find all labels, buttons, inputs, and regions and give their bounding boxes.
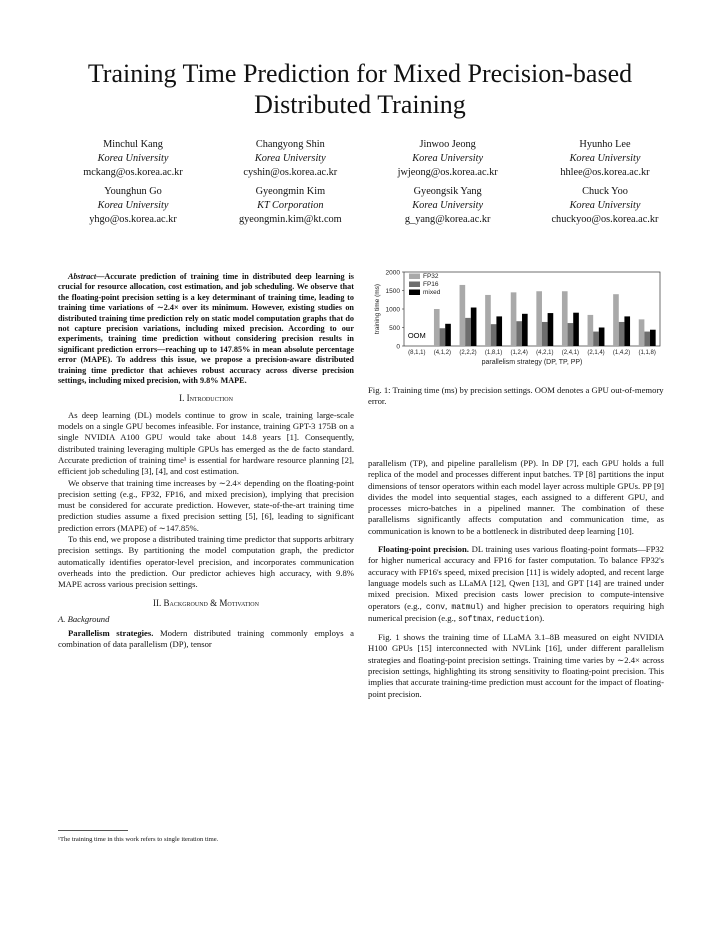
- author-affiliation: Korea University: [412, 153, 484, 164]
- author-affiliation: Korea University: [254, 153, 326, 164]
- x-tick-label: (1,1,8): [638, 350, 656, 356]
- bar-fp32: [613, 294, 619, 346]
- x-tick-label: (1,8,1): [484, 350, 503, 356]
- author-affiliation: Korea University: [569, 153, 641, 164]
- paragraph-text: Modern distributed training commonly employs a combination of data parallelism (DP), tensor: [58, 628, 354, 650]
- bar-fp16: [619, 322, 625, 346]
- bar-fp32: [485, 295, 491, 346]
- y-tick-label: 2000: [385, 269, 400, 277]
- paragraph: [58, 628, 354, 651]
- author-name: Chuck Yoo: [582, 186, 628, 197]
- figure-caption: Fig. 1: Training time (ms) by precision settings. OOM denotes a GPU out-of-memory error.: [368, 385, 664, 407]
- bar-fp32: [511, 292, 517, 346]
- bar-mixed: [548, 313, 554, 346]
- bar-fp32: [536, 291, 542, 346]
- section-heading: I. Introduction: [179, 393, 233, 404]
- paragraph-text: ).: [539, 612, 545, 623]
- author-email: gyeongmin.kim@kt.com: [238, 214, 342, 225]
- author: [373, 138, 523, 180]
- legend-swatch: [409, 290, 420, 296]
- abstract-text: —Accurate prediction of training time in distributed deep learning is crucial for resource allocation, cost estimation, and job scheduling. We observe that the floating-point precision setting is a key determinant of training time, leading to training time variations of ∼2.4× over its minimum. However, existing studies on distributed training time prediction rely on static model computation graphs that do not capture precision variations, including mixed precision. According to our experiments, training time prediction without considering precision results in significant prediction errors—reaching up to 147.85% in mean absolute percentage error (MAPE). To address this issue, we propose a precision-aware distributed training time predictor that achieves robust accuracy across diverse precision settings, including mixed precision, with 9.8% MAPE.: [58, 272, 354, 386]
- bar-fp32: [639, 319, 645, 346]
- author-block: [58, 138, 680, 232]
- bar-mixed: [496, 316, 502, 346]
- author-affiliation: Korea University: [412, 200, 484, 211]
- left-column: [58, 272, 354, 651]
- author-name: Minchul Kang: [103, 139, 163, 150]
- author-affiliation: Korea University: [97, 200, 169, 211]
- footnote-rule: [58, 830, 128, 831]
- bar-fp32: [562, 291, 568, 346]
- paragraph: To this end, we propose a distributed training time predictor that supports arbitrary precision settings. By partitioning the model computation graph, the predictor automatically identifies operator-level precision, and incorporates communication overheads into the prediction. Our predictor achieves high accuracy, with 9.8% MAPE across various precision settings.: [58, 534, 354, 590]
- paragraph: We observe that training time increases by ∼2.4× depending on the floating-point precision setting (e.g., FP32, FP16, and mixed precision), implying that precision must be considered for accurate prediction. However, state-of-the-art training time prediction studies assume a fixed precision setting [5], [6], leading to significant prediction errors (MAPE) of ∼147.85%.: [58, 477, 354, 533]
- bar-mixed: [624, 316, 630, 346]
- legend-swatch: [409, 282, 420, 288]
- author-affiliation: KT Corporation: [257, 200, 324, 211]
- bar-mixed: [599, 328, 605, 347]
- bar-fp16: [644, 332, 650, 346]
- author-email: mckang@os.korea.ac.kr: [83, 167, 183, 178]
- bar-fp16: [516, 321, 522, 346]
- bar-fp32: [588, 315, 594, 346]
- author-email: hhlee@os.korea.ac.kr: [560, 167, 650, 178]
- bar-fp16: [491, 324, 497, 346]
- legend-label: FP16: [423, 281, 439, 288]
- x-tick-label: (2,2,2): [459, 350, 477, 356]
- right-column: [368, 458, 664, 700]
- author-affiliation: Korea University: [97, 153, 169, 164]
- bar-fp32: [460, 285, 466, 346]
- code-term: matmul: [451, 602, 481, 612]
- bar-mixed: [650, 330, 656, 346]
- paragraph-text: ,: [445, 600, 452, 611]
- bar-fp32: [434, 309, 440, 346]
- paper-title: Training Time Prediction for Mixed Precision-based Distributed Training: [87, 59, 633, 119]
- legend-label: FP32: [423, 273, 439, 280]
- x-tick-label: (4,2,1): [536, 350, 554, 356]
- paragraph-label: Floating-point precision.: [378, 544, 469, 555]
- bar-fp16: [593, 332, 599, 346]
- bar-mixed: [522, 314, 528, 346]
- y-tick-label: 1000: [385, 306, 400, 314]
- y-tick-label: 0: [396, 343, 400, 351]
- author-name: Gyeongmin Kim: [255, 186, 326, 197]
- bar-mixed: [445, 324, 451, 346]
- abstract: [58, 272, 354, 386]
- author-email: yhgo@os.korea.ac.kr: [89, 214, 177, 225]
- author-affiliation: Korea University: [569, 200, 641, 211]
- x-tick-label: (2,1,4): [587, 350, 605, 356]
- author-name: Hyunho Lee: [579, 139, 631, 150]
- bar-fp16: [465, 318, 471, 346]
- oom-annotation: OOM: [407, 331, 426, 340]
- author-row-1: [58, 138, 680, 180]
- bar-chart: [368, 266, 664, 381]
- bar-fp16: [440, 328, 446, 346]
- author: [215, 185, 365, 227]
- subsection-heading: A. Background: [58, 613, 110, 624]
- y-tick-label: 500: [389, 325, 400, 332]
- bar-mixed: [573, 313, 579, 346]
- code-term: conv: [425, 602, 446, 612]
- arxiv-stamp: [10, 300, 50, 690]
- author-email: chuckyoo@os.korea.ac.kr: [551, 214, 659, 225]
- paragraph: parallelism (TP), and pipeline parallelism (PP). In DP [7], each GPU holds a full replica of the model and processes different input batches. TP [8] partitions the input dimensions of tensor operators within each model layer across multiple GPUs. PP [9] divides the model into sequential stages, each assigned to a different GPU, and processes micro-batches in a pipelined manner. The combination of these parallelisms significantly affects computation and communication time, as communication is known to be a bottleneck in distributed deep learning [10].: [368, 458, 664, 536]
- author: [58, 185, 208, 227]
- x-tick-label: (1,2,4): [510, 350, 528, 356]
- paragraph-label: Parallelism strategies.: [68, 628, 154, 639]
- author-email: jwjeong@os.korea.ac.kr: [397, 167, 498, 178]
- author: [530, 185, 680, 227]
- legend-swatch: [409, 274, 420, 280]
- x-axis-label: parallelism strategy (DP, TP, PP): [481, 359, 583, 366]
- paragraph-text: DL training uses various floating-point formats—FP32 for higher numerical accuracy and FP16 for faster computation. To balance FP32's accuracy with FP16's speed, mixed precision [11] is widely adopted, and recent large language models such as LLaMA [12], Qwen [13], and GPT [14] are trained under mixed precision. Mixed precision casts lower precision to compute-intensive operators (e.g.,: [368, 544, 664, 611]
- author-name: Changyong Shin: [255, 139, 325, 150]
- y-tick-label: 1500: [385, 288, 400, 295]
- abstract-label: Abstract: [68, 272, 97, 281]
- code-term: reduction: [495, 614, 540, 624]
- author: [58, 138, 208, 180]
- paragraph: [368, 544, 664, 625]
- author-row-2: [58, 185, 680, 227]
- x-tick-label: (1,4,2): [612, 350, 631, 356]
- x-tick-label: (4,1,2): [433, 350, 452, 356]
- author: [530, 138, 680, 180]
- paragraph: As deep learning (DL) models continue to grow in scale, training large-scale models on a single GPU becomes infeasible. For instance, training GPT-3 175B on a single NVIDIA A100 GPU would take about 14.8 years [1]. Consequently, distributed training leveraging multiple GPUs has emerged as the de facto standard. Accurate prediction of training time¹ is essential for hardware resource planning [2], efficient job scheduling [3], [4], and cost estimation.: [58, 409, 354, 477]
- paragraph-text: ,: [491, 612, 496, 623]
- author-email: g_yang@korea.ac.kr: [404, 214, 491, 225]
- y-axis-label: training time (ms): [374, 283, 381, 335]
- author: [215, 138, 365, 180]
- footnote: ¹The training time in this work refers to single iteration time.: [58, 836, 219, 843]
- figure-1: [368, 266, 664, 381]
- bar-fp16: [542, 322, 548, 346]
- author-name: Younghun Go: [104, 186, 162, 197]
- bar-mixed: [471, 308, 477, 346]
- paragraph: Fig. 1 shows the training time of LLaMA 3.1–8B measured on eight NVIDIA H100 GPUs [15] interconnected with NVLink [16], under different parallelism strategies and floating-point precision settings. Training time varies by ∼2.4× across precision settings, highlighting its strong sensitivity to floating-point precision. This implies that accurate training-time prediction must account for the impact of floating-point precision.: [368, 632, 664, 699]
- x-tick-label: (2,4,1): [561, 350, 580, 356]
- code-term: softmax: [458, 614, 492, 624]
- author-name: Gyeongsik Yang: [413, 186, 482, 197]
- bar-fp16: [568, 323, 574, 346]
- x-tick-label: (8,1,1): [408, 350, 426, 356]
- section-heading: II. Background & Motivation: [153, 597, 259, 608]
- paragraph-text: ) and higher precision to operators requiring high numerical precision (e.g.,: [368, 600, 665, 623]
- legend-label: mixed: [423, 289, 441, 296]
- author: [373, 185, 523, 227]
- author-name: Jinwoo Jeong: [419, 139, 476, 150]
- author-email: cyshin@os.korea.ac.kr: [243, 167, 338, 178]
